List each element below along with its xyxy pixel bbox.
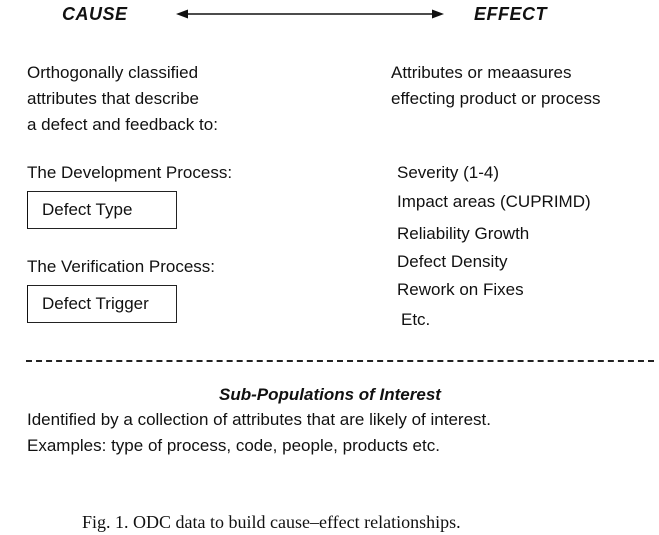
effect-header: EFFECT xyxy=(474,4,547,24)
defect-trigger-box: Defect Trigger xyxy=(27,285,177,323)
effect-description-line: effecting product or process xyxy=(391,89,601,108)
development-process-label: The Development Process: xyxy=(27,163,233,182)
verification-process-label: The Verification Process: xyxy=(27,257,216,276)
subpopulations-line: Examples: type of process, code, people, products etc. xyxy=(27,436,440,455)
defect-type-box: Defect Type xyxy=(27,191,177,229)
effect-item-severity: Severity (1-4) xyxy=(397,163,500,182)
cause-description-line: attributes that describe xyxy=(27,89,199,108)
effect-description-line: Attributes or meaasures xyxy=(391,63,572,82)
cause-description-line: Orthogonally classified xyxy=(27,63,199,82)
figure-caption: Fig. 1. ODC data to build cause–effect relationships. xyxy=(82,512,461,532)
subpopulations-title: Sub-Populations of Interest xyxy=(219,385,441,404)
effect-item-reliability-growth: Reliability Growth xyxy=(397,224,530,243)
dashed-divider xyxy=(26,360,654,362)
effect-item-impact-areas: Impact areas (CUPRIMD) xyxy=(397,192,591,211)
cause-description-line: a defect and feedback to: xyxy=(27,115,218,134)
bidirectional-arrow-icon xyxy=(174,6,446,22)
effect-description xyxy=(391,60,600,112)
effect-item-rework-on-fixes: Rework on Fixes xyxy=(397,280,524,299)
cause-header: CAUSE xyxy=(62,4,128,24)
subpopulations-description xyxy=(27,407,491,459)
effect-item-defect-density: Defect Density xyxy=(397,252,508,271)
subpopulations-line: Identified by a collection of attributes that are likely of interest. xyxy=(27,410,491,429)
cause-description xyxy=(27,60,218,138)
effect-item-etc: Etc. xyxy=(401,310,431,329)
